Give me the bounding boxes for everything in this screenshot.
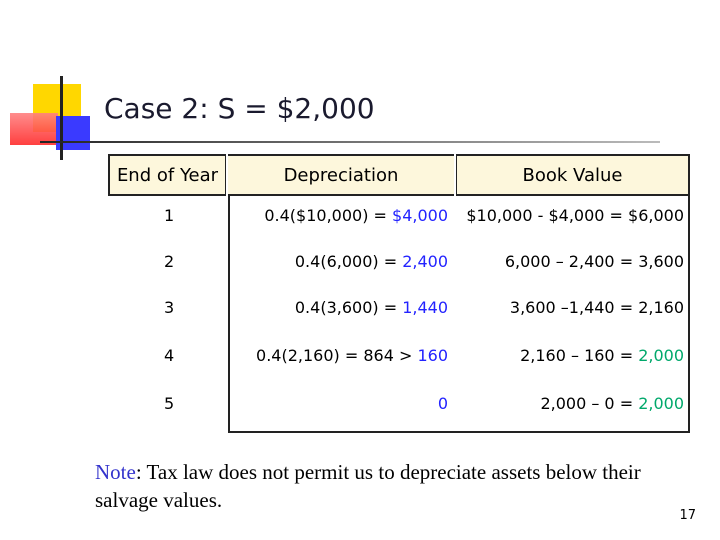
table-column-divider (228, 196, 230, 432)
note-label: Note (95, 460, 136, 484)
year-cell: 4 (164, 346, 175, 365)
depreciation-value: 160 (417, 346, 448, 365)
title-underline (40, 141, 660, 143)
book-value-formula: 2,000 – 0 = (540, 394, 639, 413)
depreciation-cell (438, 394, 448, 413)
note-body: : Tax law does not permit us to depreciate assets below their salvage values. (95, 460, 641, 512)
table-right-border (688, 196, 690, 433)
slide-title: Case 2: S = $2,000 (104, 92, 375, 125)
table-bottom-border (228, 431, 690, 433)
depreciation-cell (295, 298, 448, 317)
page-number: 17 (679, 508, 696, 523)
logo-vertical-line (60, 76, 63, 160)
book-value-formula: 3,600 –1,440 = (509, 298, 639, 317)
depreciation-value: 2,400 (402, 252, 448, 271)
book-value-result: 2,000 (638, 346, 684, 365)
depreciation-value: 0 (437, 394, 448, 413)
book-value-formula: $10,000 - $4,000 = (466, 206, 629, 225)
depreciation-value: 1,440 (402, 298, 448, 317)
book-value-result: $6,000 (628, 206, 684, 225)
book-value-cell (520, 346, 684, 365)
book-value-cell (540, 394, 684, 413)
book-value-cell (510, 298, 684, 317)
book-value-result: 3,600 (638, 252, 684, 271)
book-value-formula: 6,000 – 2,400 = (504, 252, 639, 271)
depreciation-formula: 0.4(6,000) = (294, 252, 403, 271)
depreciation-cell (295, 252, 448, 271)
note-text (95, 458, 695, 514)
book-value-result: 2,000 (638, 394, 684, 413)
depreciation-cell (256, 346, 448, 365)
depreciation-formula: 0.4(2,160) = 864 > (256, 346, 418, 365)
header-depreciation: Depreciation (228, 154, 454, 196)
header-end-of-year: End of Year (108, 154, 226, 196)
depreciation-cell (264, 206, 448, 225)
book-value-result: 2,160 (638, 298, 684, 317)
depreciation-formula: 0.4(3,600) = (294, 298, 403, 317)
year-cell: 1 (164, 206, 175, 225)
book-value-cell (505, 252, 684, 271)
book-value-formula: 2,160 – 160 = (520, 346, 639, 365)
depreciation-formula: 0.4($10,000) = (264, 206, 393, 225)
year-cell: 2 (164, 252, 175, 271)
year-cell: 5 (164, 394, 175, 413)
book-value-cell (466, 206, 684, 225)
header-book-value: Book Value (456, 154, 690, 196)
depreciation-value: $4,000 (392, 206, 448, 225)
year-cell: 3 (164, 298, 175, 317)
